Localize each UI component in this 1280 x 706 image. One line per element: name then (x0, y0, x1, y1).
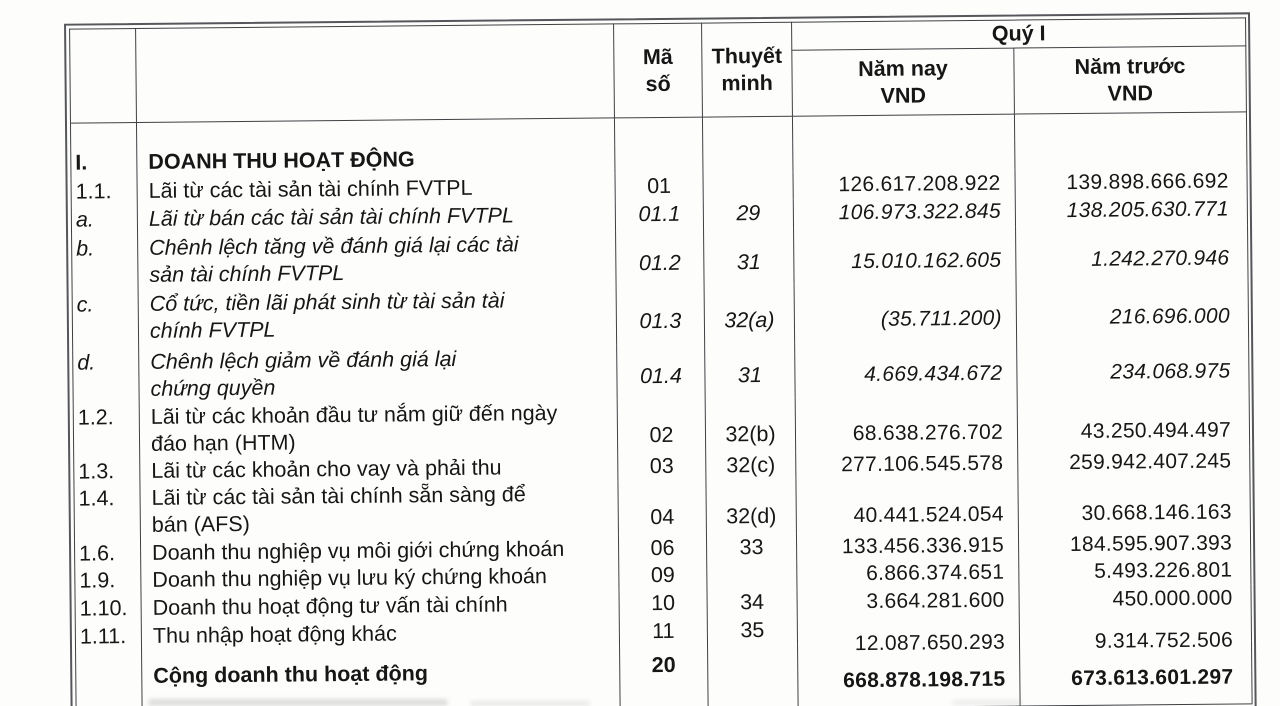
note-cell: 35 (707, 616, 797, 645)
note-cell: 32(a) (704, 284, 795, 343)
current-year-value: (35.711.200) (794, 282, 1017, 342)
header-quarter: Quý I (792, 18, 1246, 50)
row-id: b. (72, 234, 139, 291)
prior-year-value: 9.314.752.506 (1019, 612, 1251, 642)
prior-year-value: 450.000.000 (1019, 584, 1251, 614)
prior-year-value: 234.068.975 (1017, 338, 1250, 395)
code-cell: 01 (615, 172, 703, 201)
current-year-value (793, 140, 1015, 171)
note-cell (703, 142, 793, 172)
current-year-value: 3.664.281.600 (797, 586, 1019, 616)
prior-year-value: 43.250.494.497 (1017, 393, 1250, 449)
row-description: Chênh lệch tăng về đánh giá lại các tài sản tài chính FVTPL (138, 230, 617, 291)
code-cell: 01.3 (616, 285, 705, 344)
scan-artifact (148, 699, 448, 706)
prior-year-value: 138.205.630.771 (1015, 195, 1247, 226)
row-description: Cổ tức, tiền lãi phát sinh từ tài sản tài chính FVTPL (138, 286, 617, 349)
current-year-value: 277.106.545.578 (796, 449, 1018, 478)
current-year-value: 133.456.336.915 (796, 531, 1018, 560)
row-description: Lãi từ các tài sản tài chính FVTPL (137, 173, 615, 206)
prior-year-value: 259.942.407.245 (1018, 447, 1250, 476)
row-description: Chênh lệch giảm về đánh giá lại chứng quyền (139, 344, 618, 404)
header-description (136, 24, 615, 123)
total-code: 20 (620, 645, 709, 706)
code-cell: 01.4 (617, 343, 706, 399)
note-cell: 32(c) (706, 451, 796, 479)
header-note: Thuyết minh (702, 22, 793, 117)
row-id: 1.1. (71, 177, 137, 206)
row-description: Lãi từ bán các tài sản tài chính FVTPL (137, 201, 615, 235)
prior-year-value: 216.696.000 (1016, 280, 1249, 340)
prior-year-value: 1.242.270.946 (1016, 224, 1249, 282)
current-year-value: 40.441.524.054 (796, 476, 1019, 533)
row-id: a. (71, 205, 137, 235)
prior-year-value (1015, 138, 1247, 169)
prior-year-value: 184.595.907.393 (1018, 529, 1250, 558)
prior-year-value: 5.493.226.801 (1019, 556, 1251, 586)
code-cell: 04 (618, 479, 707, 535)
current-year-value: 4.669.434.672 (795, 340, 1018, 397)
note-cell: 31 (705, 342, 796, 398)
row-id: 1.11. (75, 622, 141, 651)
total-row (76, 640, 1253, 706)
row-id: 1.10. (75, 594, 141, 623)
current-year-value: 12.087.650.293 (797, 614, 1019, 644)
note-cell (707, 560, 797, 589)
row-id: 1.9. (75, 566, 141, 595)
code-cell: 01.2 (616, 229, 705, 286)
row-description: Doanh thu hoạt động tư vấn tài chính (141, 590, 619, 623)
row-description: DOANH THU HOẠT ĐỘNG (137, 144, 615, 178)
row-description: Doanh thu nghiệp vụ môi giới chứng khoán (140, 535, 618, 567)
note-cell (703, 171, 793, 200)
total-prior-year-value: 673.613.601.297 (1020, 640, 1253, 706)
code-cell: 03 (618, 452, 706, 480)
row-id: d. (73, 348, 140, 404)
row-description: Doanh thu nghiệp vụ lưu ký chứng khoán (141, 562, 619, 595)
note-cell: 29 (703, 199, 793, 229)
row-description: Lãi từ các khoản đầu tư nắm giữ đến ngày đáo hạn (HTM) (139, 399, 617, 458)
current-year-value: 126.617.208.922 (793, 169, 1015, 199)
row-id: I. (71, 149, 137, 179)
scan-artifact (952, 700, 1022, 705)
code-cell: 11 (619, 617, 707, 646)
code-cell: 09 (619, 561, 707, 590)
header-prior-year: Năm trước VND (1014, 46, 1247, 114)
operating-revenue-table (69, 17, 1253, 706)
current-year-value: 15.010.162.605 (794, 226, 1017, 284)
current-year-value: 6.866.374.651 (797, 558, 1019, 588)
row-description: Thu nhập hoạt động khác (141, 618, 619, 651)
prior-year-value: 30.668.146.163 (1018, 474, 1251, 531)
code-cell: 10 (619, 589, 707, 618)
row-description: Lãi từ các tài sản tài chính sẵn sàng để bán (AFS) (140, 480, 619, 540)
current-year-value: 106.973.322.845 (793, 197, 1015, 228)
note-cell: 31 (704, 228, 795, 285)
header-item-id (70, 29, 137, 124)
code-cell: 01.1 (615, 200, 703, 230)
row-id: 1.4. (74, 484, 141, 540)
note-cell: 33 (706, 533, 796, 561)
code-cell: 06 (618, 534, 706, 562)
prior-year-value: 139.898.666.692 (1015, 167, 1247, 197)
note-cell: 32(b) (705, 397, 796, 452)
code-cell: 02 (617, 398, 706, 453)
total-current-year-value: 668.878.198.715 (798, 642, 1021, 706)
note-cell: 34 (707, 588, 797, 617)
table-header (70, 18, 1247, 123)
header-code: Mã số (614, 23, 703, 118)
row-id: c. (72, 290, 139, 349)
header-current-year: Năm nay VND (792, 48, 1015, 116)
code-cell (615, 143, 703, 173)
total-label: Cộng doanh thu hoạt động (142, 646, 621, 706)
note-cell: 32(d) (706, 478, 797, 534)
row-id: 1.3. (74, 457, 140, 485)
current-year-value: 68.638.276.702 (795, 395, 1018, 451)
row-id: 1.6. (74, 539, 140, 567)
row-description: Lãi từ các khoản cho vay và phải thu (140, 453, 618, 485)
income-statement-table-frame (64, 12, 1257, 706)
row-id: 1.2. (73, 403, 140, 458)
scan-artifact (470, 701, 590, 706)
